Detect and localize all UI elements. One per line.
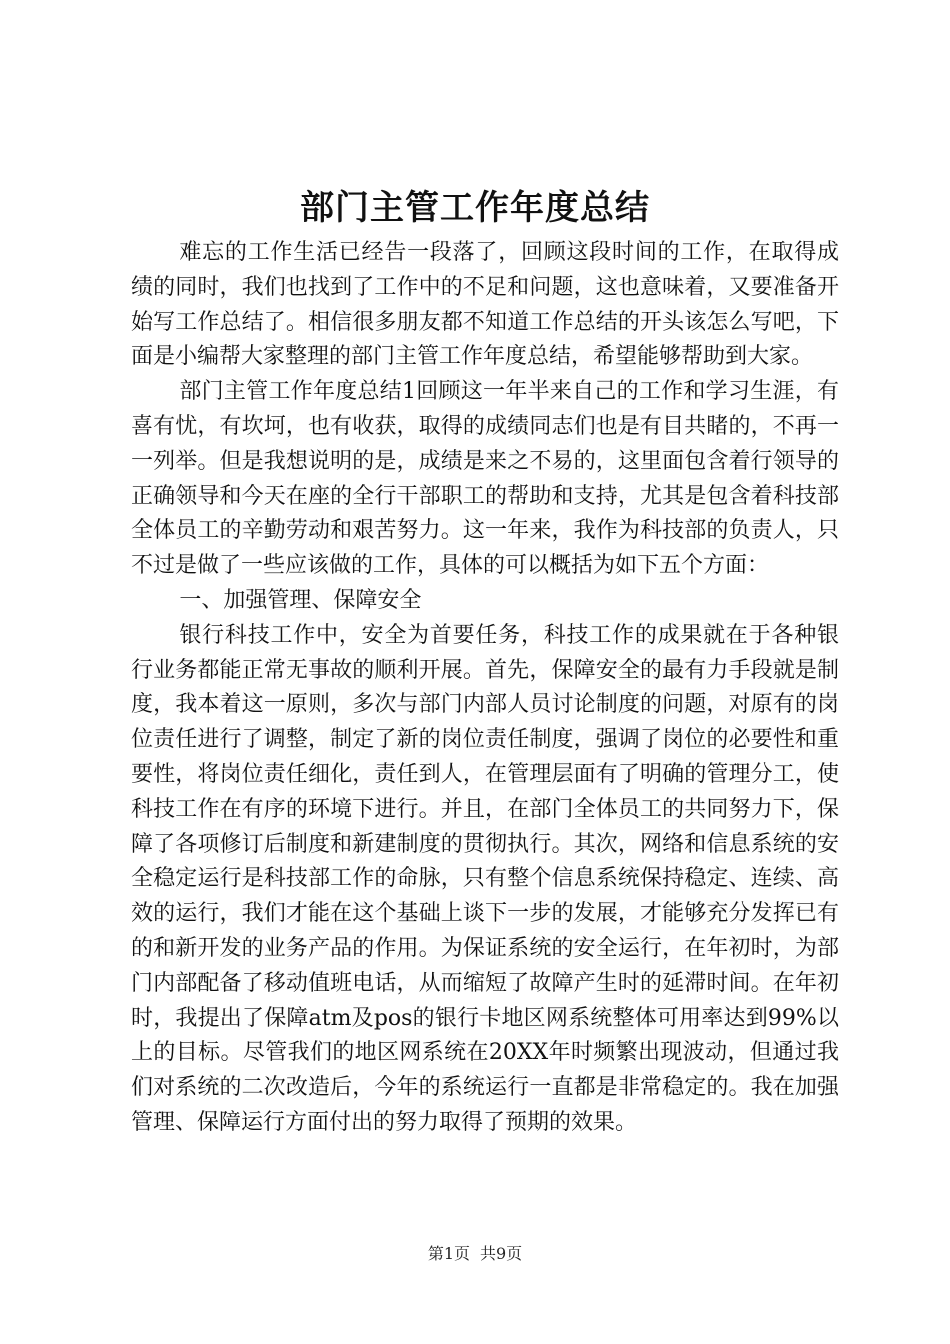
page-footer xyxy=(0,1242,950,1266)
body-paragraph-intro: 难忘的工作生活已经告一段落了，回顾这段时间的工作，在取得成绩的同时，我们也找到了工作中的不足和问题，这也意味着，又要准备开始写工作总结了。相信很多朋友都不知道工作总结的开头该怎么写吧，下面是小编帮大家整理的部门主管工作年度总结，希望能够帮助到大家。 xyxy=(131,240,839,370)
document-body xyxy=(131,236,839,1141)
section-heading: 一、加强管理、保障安全 xyxy=(179,587,422,613)
document-title: 部门主管工作年度总结 xyxy=(300,188,650,228)
body-paragraph-security: 银行科技工作中，安全为首要任务，科技工作的成果就在于各种银行业务都能正常无事故的顺利开展。首先，保障安全的最有力手段就是制度，我本着这一原则，多次与部门内部人员讨论制度的问题，对原有的岗位责任进行了调整，制定了新的岗位责任制度，强调了岗位的必要性和重要性，将岗位责任细化，责任到人，在管理层面有了明确的管理分工，使科技工作在有序的环境下进行。并且，在部门全体员工的共同努力下，保障了各项修订后制度和新建制度的贯彻执行。其次，网络和信息系统的安全稳定运行是科技部工作的命脉，只有整个信息系统保持稳定、连续、高效的运行，我们才能在这个基础上谈下一步的发展，才能够充分发挥已有的和新开发的业务产品的作用。为保证系统的安全运行，在年初时，为部门内部配备了移动值班电话，从而缩短了故障产生时的延滞时间。在年初时，我提出了保障atm及pos的银行卡地区网系统整体可用率达到99%以上的目标。尽管我们的地区网系统在20XX年时频繁出现波动，但通过我们对系统的二次改造后，今年的系统运行一直都是非常稳定的。我在加强管理、保障运行方面付出的努力取得了预期的效果。 xyxy=(131,622,839,1135)
page-total: 共9页 xyxy=(480,1244,523,1263)
page-number: 第1页 xyxy=(427,1244,470,1263)
body-paragraph-summary: 部门主管工作年度总结1回顾这一年半来自己的工作和学习生涯，有喜有忧，有坎坷，也有收获，取得的成绩同志们也是有目共睹的，不再一一列举。但是我想说明的是，成绩是来之不易的，这里面包含着行领导的正确领导和今天在座的全行干部职工的帮助和支持，尤其是包含着科技部全体员工的辛勤劳动和艰苦努力。这一年来，我作为科技部的负责人，只不过是做了一些应该做的工作，具体的可以概括为如下五个方面： xyxy=(131,379,839,579)
